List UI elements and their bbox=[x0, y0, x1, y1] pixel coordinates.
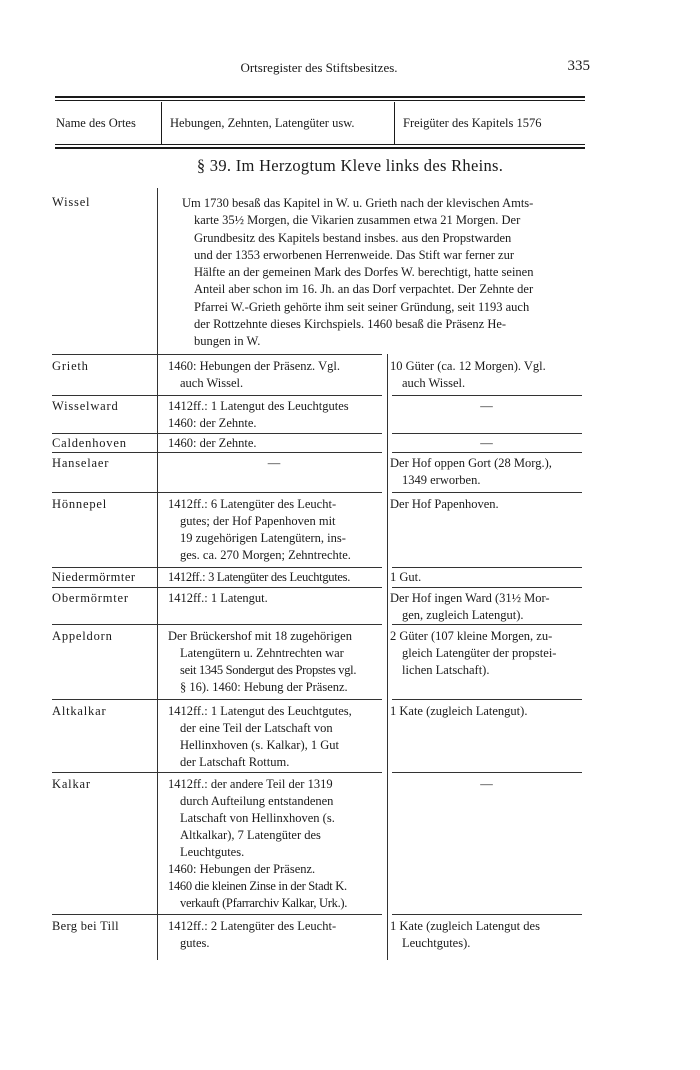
cell-line: der eine Teil der Latschaft von bbox=[180, 721, 333, 735]
cell-line: 1412ff.: der andere Teil der 1319 bbox=[168, 777, 333, 791]
text-line: karte 35½ Morgen, die Vikarien zusammen etwa 21 Morgen. Der bbox=[194, 213, 521, 228]
cell-line: lichen Latschaft). bbox=[402, 663, 490, 677]
running-head bbox=[48, 58, 590, 78]
row-rule bbox=[392, 914, 582, 915]
row-rule bbox=[52, 914, 382, 915]
cell-line: gutes. bbox=[180, 936, 210, 950]
header-top-rule-thin bbox=[55, 100, 585, 101]
cell-line: 1460: der Zehnte. bbox=[168, 416, 257, 430]
text-line: Hälfte an der gemeinen Mark des Dorfes W. berechtigt, hatte seinen bbox=[194, 265, 534, 280]
cell-line: Leuchtgutes). bbox=[402, 936, 471, 950]
cell-line: gen, zugleich Latengut). bbox=[402, 608, 524, 622]
cell-line: Der Hof oppen Gort (28 Morg.), bbox=[390, 456, 552, 470]
row-rule bbox=[392, 567, 582, 568]
freigueter-cell bbox=[390, 358, 583, 392]
hebungen-cell bbox=[168, 776, 380, 912]
cell-line: Latengütern u. Zehntrechten war bbox=[180, 646, 344, 660]
cell-line: 1349 erworben. bbox=[402, 473, 481, 487]
empty-dash: — bbox=[480, 777, 493, 791]
hebungen-cell bbox=[168, 703, 380, 771]
empty-dash: — bbox=[267, 456, 281, 470]
place-name: Niedermörmter bbox=[52, 570, 136, 584]
wissel-text bbox=[182, 195, 586, 351]
row-rule bbox=[52, 567, 382, 568]
cell-line: 19 zugehörigen Latengütern, ins- bbox=[180, 531, 346, 545]
row-rule bbox=[52, 699, 382, 700]
cell-line: gleich Latengüter der propstei- bbox=[402, 646, 557, 660]
place-name: Wisselward bbox=[52, 399, 119, 413]
hebungen-cell bbox=[168, 628, 380, 696]
row-rule bbox=[52, 772, 382, 773]
row-rule bbox=[392, 772, 582, 773]
cell-line: 1460: Hebungen der Präsenz. Vgl. bbox=[168, 359, 340, 373]
hebungen-cell bbox=[168, 358, 380, 392]
row-rule bbox=[52, 433, 382, 434]
place-name: Altkalkar bbox=[52, 704, 107, 718]
cell-line: Altkalkar), 7 Latengüter des bbox=[180, 828, 321, 842]
text-line: der Rottzehnte dieses Kirchspiels. 1460 besaß die Präsenz He- bbox=[194, 317, 507, 332]
cell-line: der Latschaft Rottum. bbox=[180, 755, 290, 769]
cell-line: 1412ff.: 2 Latengüter des Leucht- bbox=[168, 919, 337, 933]
cell-line: Der Hof Papenhoven. bbox=[390, 497, 499, 511]
header-top-rule bbox=[55, 96, 585, 98]
freigueter-cell bbox=[390, 590, 583, 624]
cell-line: verkauft (Pfarrarchiv Kalkar, Urk.). bbox=[180, 896, 348, 910]
row-rule bbox=[392, 395, 582, 396]
row-rule bbox=[52, 492, 382, 493]
row-rule bbox=[52, 587, 382, 588]
header-separator bbox=[394, 102, 395, 144]
cell-line: 1 Gut. bbox=[390, 570, 422, 584]
header-bottom-rule bbox=[55, 144, 585, 145]
hebungen-cell bbox=[168, 435, 380, 452]
hebungen-cell bbox=[168, 455, 380, 472]
header-col-name: Name des Ortes bbox=[56, 116, 136, 130]
freigueter-cell bbox=[390, 435, 583, 452]
cell-line: gutes; der Hof Papenhoven mit bbox=[180, 514, 336, 528]
place-name: Caldenhoven bbox=[52, 436, 127, 450]
place-name: Grieth bbox=[52, 359, 89, 373]
place-name: Wissel bbox=[52, 195, 91, 209]
cell-line: 1412ff.: 1 Latengut des Leuchtgutes bbox=[168, 399, 349, 413]
cell-line: auch Wissel. bbox=[402, 376, 466, 390]
row-rule bbox=[52, 624, 382, 625]
cell-line: Leuchtgutes. bbox=[180, 845, 245, 859]
cell-line: 1412ff.: 1 Latengut. bbox=[168, 591, 268, 605]
page-number: 335 bbox=[567, 58, 590, 74]
header-separator bbox=[161, 102, 162, 144]
cell-line: 1412ff.: 3 Latengüter des Leuchtgutes. bbox=[168, 570, 351, 584]
place-name: Obermörmter bbox=[52, 591, 129, 605]
empty-dash: — bbox=[480, 436, 493, 450]
cell-line: ges. ca. 270 Morgen; Zehntrechte. bbox=[180, 548, 351, 562]
place-name: Kalkar bbox=[52, 777, 91, 791]
row-rule bbox=[52, 354, 382, 355]
cell-line: 1412ff.: 6 Latengüter des Leucht- bbox=[168, 497, 337, 511]
freigueter-cell bbox=[390, 569, 583, 586]
cell-line: 2 Güter (107 kleine Morgen, zu- bbox=[390, 629, 553, 643]
running-head-title: Ortsregister des Stiftsbesitzes. bbox=[240, 60, 398, 75]
text-line: Anteil aber schon im 16. Jh. an das Dorf verpachtet. Der Zehnte der bbox=[194, 282, 534, 297]
row-rule bbox=[392, 699, 582, 700]
cell-line: Der Brückershof mit 18 zugehörigen bbox=[168, 629, 352, 643]
place-name: Hanselaer bbox=[52, 456, 110, 470]
cell-line: 1 Kate (zugleich Latengut). bbox=[390, 704, 528, 718]
hebungen-cell bbox=[168, 398, 380, 432]
row-rule bbox=[392, 587, 582, 588]
place-name: Hönnepel bbox=[52, 497, 107, 511]
column-rule bbox=[387, 354, 388, 960]
row-rule bbox=[392, 624, 582, 625]
text-line: Pfarrei W.-Grieth gehörte ihm seit seiner Gründung, seit 1193 auch bbox=[194, 299, 530, 314]
freigueter-cell bbox=[390, 703, 583, 720]
freigueter-cell bbox=[390, 398, 583, 415]
cell-line: durch Aufteilung entstandenen bbox=[180, 794, 334, 808]
text-line: bungen in W. bbox=[194, 334, 261, 349]
row-rule bbox=[52, 395, 382, 396]
text-line: Grundbesitz des Kapitels bestand insbes. aus den Propstwarden bbox=[194, 230, 512, 245]
text-line: Um 1730 besaß das Kapitel in W. u. Grieth nach der klevischen Amts- bbox=[182, 196, 534, 210]
header-bottom-rule-thick bbox=[55, 147, 585, 149]
column-rule bbox=[157, 188, 158, 960]
hebungen-cell bbox=[168, 496, 380, 564]
cell-line: auch Wissel. bbox=[180, 376, 244, 390]
text-line: und der 1353 erworbenen Herrenweide. Das Stift war ferner zur bbox=[194, 247, 515, 262]
freigueter-cell bbox=[390, 776, 583, 793]
cell-line: 1460: Hebungen der Präsenz. bbox=[168, 862, 316, 876]
cell-line: 1 Kate (zugleich Latengut des bbox=[390, 919, 540, 933]
cell-line: seit 1345 Sondergut des Propstes vgl. bbox=[180, 663, 357, 677]
freigueter-cell bbox=[390, 628, 583, 679]
row-rule bbox=[392, 433, 582, 434]
cell-line: § 16). 1460: Hebung der Präsenz. bbox=[180, 680, 348, 694]
empty-dash: — bbox=[480, 399, 493, 413]
hebungen-cell bbox=[168, 590, 380, 607]
freigueter-cell bbox=[390, 496, 583, 513]
place-name: Appeldorn bbox=[52, 629, 113, 643]
row-rule bbox=[392, 452, 582, 453]
row-rule bbox=[52, 452, 382, 453]
cell-line: Hellinxhoven (s. Kalkar), 1 Gut bbox=[180, 738, 339, 752]
hebungen-cell bbox=[168, 918, 380, 952]
cell-line: Der Hof ingen Ward (31½ Mor- bbox=[390, 591, 550, 605]
cell-line: Latschaft von Hellinxhoven (s. bbox=[180, 811, 335, 825]
place-name: Berg bei Till bbox=[52, 919, 119, 933]
cell-line: 1460: der Zehnte. bbox=[168, 436, 257, 450]
freigueter-cell bbox=[390, 918, 583, 952]
hebungen-cell bbox=[168, 569, 380, 586]
header-col-hebungen: Hebungen, Zehnten, Latengüter usw. bbox=[170, 116, 355, 130]
freigueter-cell bbox=[390, 455, 583, 489]
cell-line: 1412ff.: 1 Latengut des Leuchtgutes, bbox=[168, 704, 352, 718]
cell-line: 1460 die kleinen Zinse in der Stadt K. bbox=[168, 879, 347, 893]
section-title: § 39. Im Herzogtum Kleve links des Rheins. bbox=[196, 156, 504, 175]
header-col-freigueter: Freigüter des Kapitels 1576 bbox=[403, 116, 542, 130]
row-rule bbox=[392, 492, 582, 493]
cell-line: 10 Güter (ca. 12 Morgen). Vgl. bbox=[390, 359, 546, 373]
